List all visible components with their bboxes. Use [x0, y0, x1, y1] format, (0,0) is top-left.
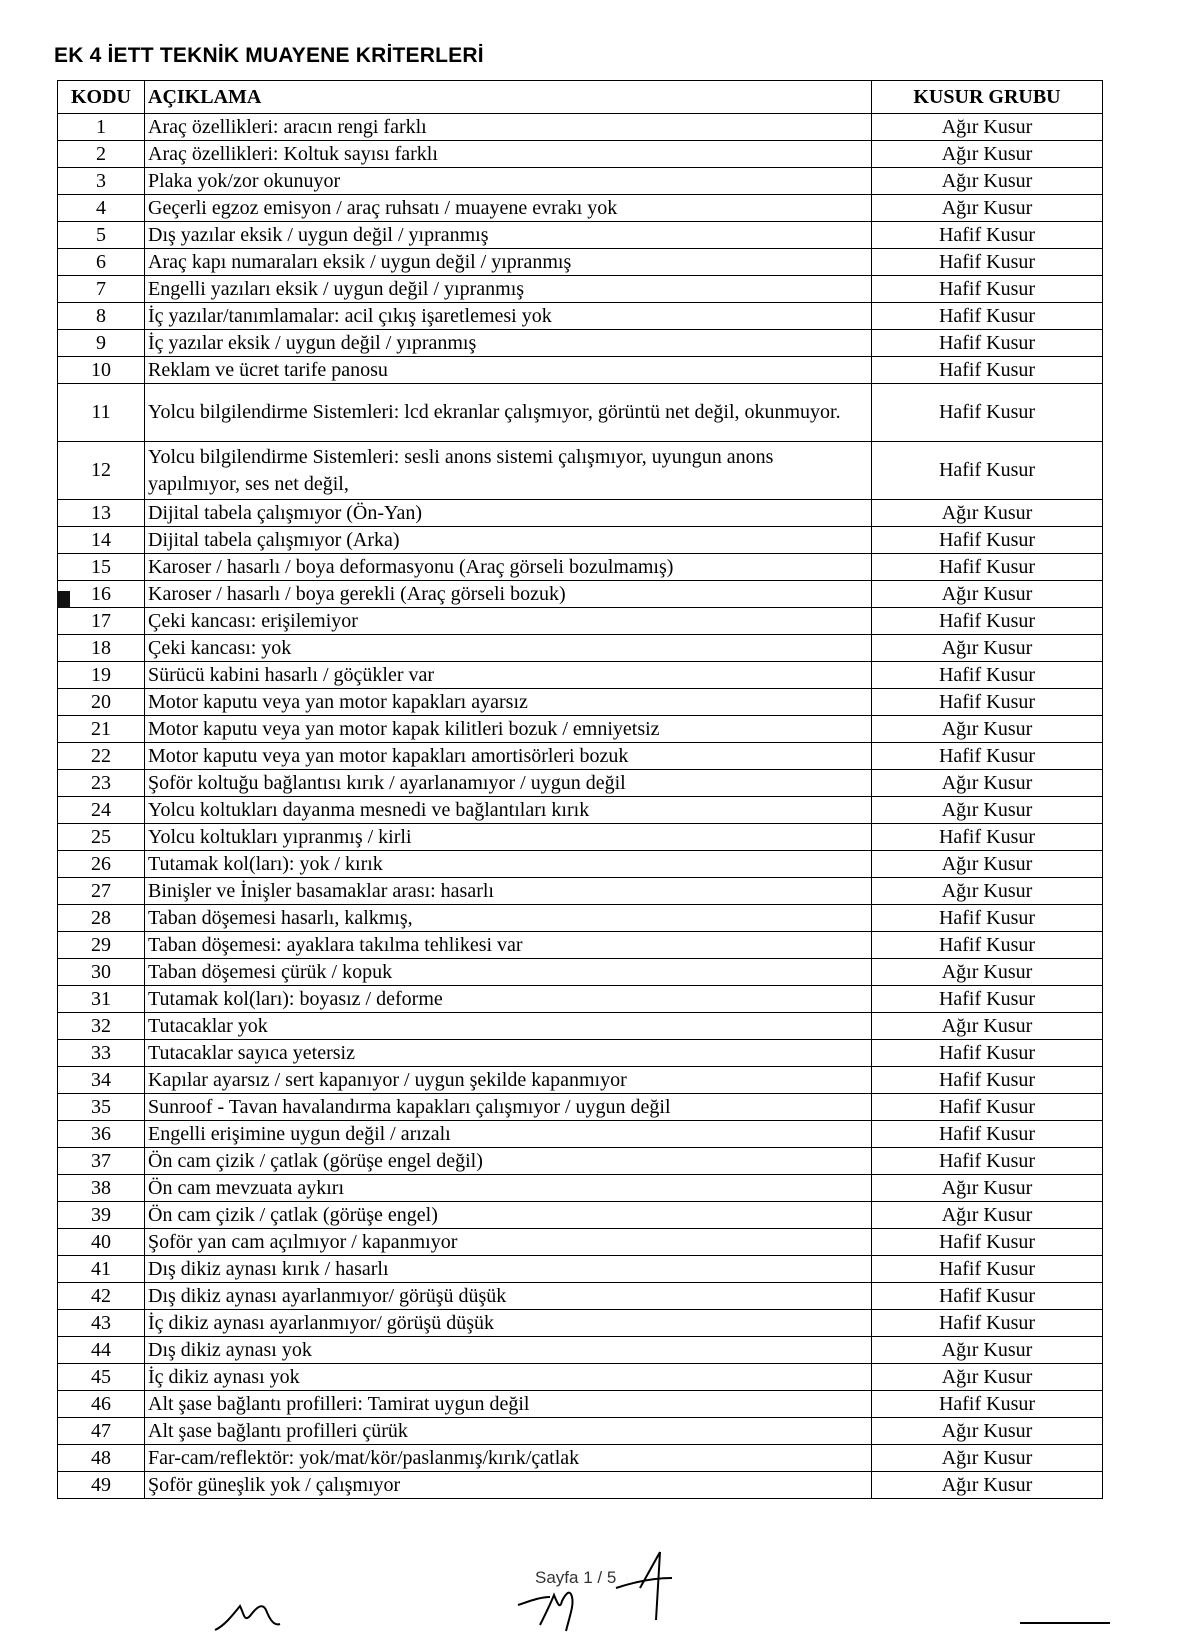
page-title: EK 4 İETT TEKNİK MUAYENE KRİTERLERİ [54, 44, 484, 67]
description-cell: Tutacaklar yok [145, 1013, 872, 1040]
table-row [58, 249, 1103, 276]
code-cell: 14 [58, 527, 145, 554]
code-cell: 24 [58, 797, 145, 824]
description-cell: Engelli erişimine uygun değil / arızalı [145, 1121, 872, 1148]
code-cell: 19 [58, 662, 145, 689]
description-cell: Çeki kancası: yok [145, 635, 872, 662]
table-row [58, 635, 1103, 662]
description-cell: Karoser / hasarlı / boya gerekli (Araç görseli bozuk) [145, 581, 872, 608]
criteria-table [57, 80, 1103, 1499]
group-cell: Hafif Kusur [872, 1283, 1103, 1310]
group-cell: Ağır Kusur [872, 797, 1103, 824]
table-row [58, 1472, 1103, 1499]
description-cell: İç dikiz aynası ayarlanmıyor/ görüşü düşük [145, 1310, 872, 1337]
group-cell: Hafif Kusur [872, 1121, 1103, 1148]
group-cell: Ağır Kusur [872, 581, 1103, 608]
group-cell: Ağır Kusur [872, 195, 1103, 222]
group-cell: Hafif Kusur [872, 1256, 1103, 1283]
description-cell: Ön cam çizik / çatlak (görüşe engel değil) [145, 1148, 872, 1175]
table-row [58, 1094, 1103, 1121]
code-cell: 1 [58, 114, 145, 141]
table-row [58, 851, 1103, 878]
signature-left [210, 1596, 300, 1636]
table-row [58, 1040, 1103, 1067]
code-cell: 3 [58, 168, 145, 195]
description-cell: Şoför güneşlik yok / çalışmıyor [145, 1472, 872, 1499]
group-cell: Hafif Kusur [872, 1094, 1103, 1121]
group-cell: Hafif Kusur [872, 276, 1103, 303]
code-cell: 35 [58, 1094, 145, 1121]
group-cell: Hafif Kusur [872, 905, 1103, 932]
signature-center [510, 1575, 600, 1635]
code-cell: 12 [58, 442, 145, 500]
code-cell: 15 [58, 554, 145, 581]
description-cell: Yolcu bilgilendirme Sistemleri: sesli anons sistemi çalışmıyor, uyungun anons yapılmıyor, ses net değil, [145, 442, 872, 500]
group-cell: Hafif Kusur [872, 442, 1103, 500]
code-cell: 23 [58, 770, 145, 797]
code-cell: 34 [58, 1067, 145, 1094]
code-cell: 29 [58, 932, 145, 959]
table-row [58, 1229, 1103, 1256]
description-cell: Tutamak kol(ları): yok / kırık [145, 851, 872, 878]
description-cell: Motor kaputu veya yan motor kapakları ayarsız [145, 689, 872, 716]
table-row [58, 222, 1103, 249]
description-cell: Araç özellikleri: aracın rengi farklı [145, 114, 872, 141]
code-cell: 26 [58, 851, 145, 878]
page-footer: Sayfa 1 / 5 [535, 1568, 617, 1587]
description-cell: Tutacaklar sayıca yetersiz [145, 1040, 872, 1067]
table-row [58, 1337, 1103, 1364]
group-cell: Hafif Kusur [872, 384, 1103, 442]
description-cell: Dış dikiz aynası kırık / hasarlı [145, 1256, 872, 1283]
code-cell: 39 [58, 1202, 145, 1229]
code-cell: 6 [58, 249, 145, 276]
description-cell: İç yazılar/tanımlamalar: acil çıkış işaretlemesi yok [145, 303, 872, 330]
group-cell: Ağır Kusur [872, 141, 1103, 168]
table-row [58, 500, 1103, 527]
description-cell: Yolcu bilgilendirme Sistemleri: lcd ekranlar çalışmıyor, görüntü net değil, okunmuyor. [145, 384, 872, 442]
group-cell: Ağır Kusur [872, 114, 1103, 141]
description-cell: Binişler ve İnişler basamaklar arası: hasarlı [145, 878, 872, 905]
table-row [58, 824, 1103, 851]
group-cell: Hafif Kusur [872, 1067, 1103, 1094]
table-row [58, 1202, 1103, 1229]
table-row [58, 878, 1103, 905]
group-cell: Hafif Kusur [872, 662, 1103, 689]
code-cell: 11 [58, 384, 145, 442]
code-cell: 47 [58, 1418, 145, 1445]
code-cell: 31 [58, 986, 145, 1013]
table-row [58, 905, 1103, 932]
code-cell: 42 [58, 1283, 145, 1310]
table-row [58, 141, 1103, 168]
table-row [58, 716, 1103, 743]
table-row [58, 1418, 1103, 1445]
table-row [58, 770, 1103, 797]
description-cell: Taban döşemesi hasarlı, kalkmış, [145, 905, 872, 932]
group-cell: Hafif Kusur [872, 689, 1103, 716]
code-cell: 10 [58, 357, 145, 384]
description-cell: Sürücü kabini hasarlı / göçükler var [145, 662, 872, 689]
code-cell: 13 [58, 500, 145, 527]
group-cell: Ağır Kusur [872, 1202, 1103, 1229]
code-cell: 27 [58, 878, 145, 905]
signature-right [610, 1548, 690, 1623]
code-cell: 44 [58, 1337, 145, 1364]
group-cell: Ağır Kusur [872, 500, 1103, 527]
description-cell: Alt şase bağlantı profilleri: Tamirat uygun değil [145, 1391, 872, 1418]
table-row [58, 1445, 1103, 1472]
header-group: KUSUR GRUBU [872, 81, 1103, 114]
table-row [58, 959, 1103, 986]
table-row [58, 1310, 1103, 1337]
group-cell: Hafif Kusur [872, 824, 1103, 851]
code-cell: 43 [58, 1310, 145, 1337]
group-cell: Hafif Kusur [872, 608, 1103, 635]
group-cell: Ağır Kusur [872, 1364, 1103, 1391]
table-row [58, 330, 1103, 357]
code-cell: 20 [58, 689, 145, 716]
code-cell: 25 [58, 824, 145, 851]
table-row [58, 1283, 1103, 1310]
group-cell: Ağır Kusur [872, 770, 1103, 797]
description-cell: Alt şase bağlantı profilleri çürük [145, 1418, 872, 1445]
description-cell: Far-cam/reflektör: yok/mat/kör/paslanmış/kırık/çatlak [145, 1445, 872, 1472]
group-cell: Hafif Kusur [872, 743, 1103, 770]
table-row [58, 1121, 1103, 1148]
group-cell: Ağır Kusur [872, 1175, 1103, 1202]
group-cell: Ağır Kusur [872, 1445, 1103, 1472]
group-cell: Ağır Kusur [872, 959, 1103, 986]
table-row [58, 1175, 1103, 1202]
description-cell: Çeki kancası: erişilemiyor [145, 608, 872, 635]
code-cell: 49 [58, 1472, 145, 1499]
group-cell: Hafif Kusur [872, 1229, 1103, 1256]
group-cell: Hafif Kusur [872, 1040, 1103, 1067]
code-cell: 37 [58, 1148, 145, 1175]
table-row [58, 662, 1103, 689]
group-cell: Ağır Kusur [872, 1337, 1103, 1364]
table-row [58, 1148, 1103, 1175]
code-cell: 40 [58, 1229, 145, 1256]
table-row [58, 581, 1103, 608]
code-cell: 32 [58, 1013, 145, 1040]
code-cell: 16 [58, 581, 145, 608]
description-cell: Dış dikiz aynası ayarlanmıyor/ görüşü düşük [145, 1283, 872, 1310]
table-row [58, 554, 1103, 581]
code-cell: 17 [58, 608, 145, 635]
group-cell: Ağır Kusur [872, 635, 1103, 662]
description-cell: Reklam ve ücret tarife panosu [145, 357, 872, 384]
code-cell: 45 [58, 1364, 145, 1391]
table-row [58, 743, 1103, 770]
group-cell: Hafif Kusur [872, 1148, 1103, 1175]
description-cell: Yolcu koltukları yıpranmış / kirli [145, 824, 872, 851]
table-row [58, 1391, 1103, 1418]
group-cell: Hafif Kusur [872, 527, 1103, 554]
row-marker [57, 591, 70, 608]
code-cell: 18 [58, 635, 145, 662]
table-row [58, 797, 1103, 824]
code-cell: 38 [58, 1175, 145, 1202]
description-cell: Plaka yok/zor okunuyor [145, 168, 872, 195]
table-row [58, 303, 1103, 330]
code-cell: 21 [58, 716, 145, 743]
group-cell: Hafif Kusur [872, 1310, 1103, 1337]
table-row [58, 986, 1103, 1013]
group-cell: Hafif Kusur [872, 1391, 1103, 1418]
description-cell: Taban döşemesi çürük / kopuk [145, 959, 872, 986]
table-row [58, 357, 1103, 384]
description-cell: Tutamak kol(ları): boyasız / deforme [145, 986, 872, 1013]
description-cell: Şoför yan cam açılmıyor / kapanmıyor [145, 1229, 872, 1256]
header-description: AÇIKLAMA [145, 81, 872, 114]
group-cell: Ağır Kusur [872, 1472, 1103, 1499]
code-cell: 7 [58, 276, 145, 303]
table-row [58, 527, 1103, 554]
table-row [58, 195, 1103, 222]
table-row [58, 1256, 1103, 1283]
bottom-rule [1020, 1622, 1110, 1624]
description-cell: Dijital tabela çalışmıyor (Arka) [145, 527, 872, 554]
code-cell: 30 [58, 959, 145, 986]
header-code: KODU [58, 81, 145, 114]
table-row [58, 1364, 1103, 1391]
group-cell: Ağır Kusur [872, 1418, 1103, 1445]
code-cell: 2 [58, 141, 145, 168]
description-cell: İç dikiz aynası yok [145, 1364, 872, 1391]
table-row [58, 608, 1103, 635]
code-cell: 8 [58, 303, 145, 330]
description-cell: Araç kapı numaraları eksik / uygun değil / yıpranmış [145, 249, 872, 276]
table-header-row [58, 81, 1103, 114]
description-cell: Sunroof - Tavan havalandırma kapakları çalışmıyor / uygun değil [145, 1094, 872, 1121]
code-cell: 36 [58, 1121, 145, 1148]
code-cell: 9 [58, 330, 145, 357]
code-cell: 22 [58, 743, 145, 770]
group-cell: Hafif Kusur [872, 222, 1103, 249]
description-cell: Geçerli egzoz emisyon / araç ruhsatı / muayene evrakı yok [145, 195, 872, 222]
table-row [58, 276, 1103, 303]
code-cell: 33 [58, 1040, 145, 1067]
group-cell: Ağır Kusur [872, 168, 1103, 195]
group-cell: Ağır Kusur [872, 716, 1103, 743]
description-cell: Karoser / hasarlı / boya deformasyonu (Araç görseli bozulmamış) [145, 554, 872, 581]
description-cell: Motor kaputu veya yan motor kapakları amortisörleri bozuk [145, 743, 872, 770]
group-cell: Hafif Kusur [872, 249, 1103, 276]
group-cell: Hafif Kusur [872, 554, 1103, 581]
code-cell: 28 [58, 905, 145, 932]
code-cell: 5 [58, 222, 145, 249]
group-cell: Ağır Kusur [872, 878, 1103, 905]
table-row [58, 384, 1103, 442]
group-cell: Hafif Kusur [872, 932, 1103, 959]
code-cell: 4 [58, 195, 145, 222]
table-row [58, 1013, 1103, 1040]
code-cell: 48 [58, 1445, 145, 1472]
table-row [58, 114, 1103, 141]
group-cell: Hafif Kusur [872, 330, 1103, 357]
group-cell: Ağır Kusur [872, 1013, 1103, 1040]
description-cell: Dijital tabela çalışmıyor (Ön-Yan) [145, 500, 872, 527]
table-row [58, 442, 1103, 500]
description-cell: Kapılar ayarsız / sert kapanıyor / uygun şekilde kapanmıyor [145, 1067, 872, 1094]
description-cell: Ön cam çizik / çatlak (görüşe engel) [145, 1202, 872, 1229]
description-cell: İç yazılar eksik / uygun değil / yıpranmış [145, 330, 872, 357]
group-cell: Hafif Kusur [872, 303, 1103, 330]
code-cell: 41 [58, 1256, 145, 1283]
group-cell: Hafif Kusur [872, 986, 1103, 1013]
description-cell: Engelli yazıları eksik / uygun değil / yıpranmış [145, 276, 872, 303]
description-cell: Motor kaputu veya yan motor kapak kilitleri bozuk / emniyetsiz [145, 716, 872, 743]
description-cell: Ön cam mevzuata aykırı [145, 1175, 872, 1202]
table-row [58, 1067, 1103, 1094]
description-cell: Dış dikiz aynası yok [145, 1337, 872, 1364]
description-cell: Taban döşemesi: ayaklara takılma tehlikesi var [145, 932, 872, 959]
description-cell: Araç özellikleri: Koltuk sayısı farklı [145, 141, 872, 168]
description-cell: Şoför koltuğu bağlantısı kırık / ayarlanamıyor / uygun değil [145, 770, 872, 797]
group-cell: Hafif Kusur [872, 357, 1103, 384]
group-cell: Ağır Kusur [872, 851, 1103, 878]
description-cell: Dış yazılar eksik / uygun değil / yıpranmış [145, 222, 872, 249]
table-row [58, 689, 1103, 716]
table-row [58, 932, 1103, 959]
code-cell: 46 [58, 1391, 145, 1418]
table-row [58, 168, 1103, 195]
description-cell: Yolcu koltukları dayanma mesnedi ve bağlantıları kırık [145, 797, 872, 824]
